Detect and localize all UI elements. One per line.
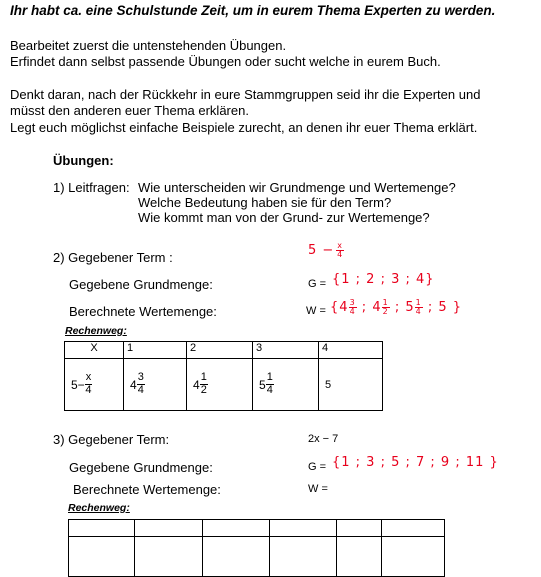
table-header-cell: 1 [124,342,187,359]
intro-line-5: Legt euch möglichst einfache Beispiele zurecht, an denen ihr euer Thema erklärt. [10,120,478,135]
table-header-cell: 3 [253,342,319,359]
table-header-cell [382,520,445,537]
table-header-cell [203,520,270,537]
intro-line-4: müsst den anderen euer Thema erklären. [10,103,249,118]
q2-term-value [308,242,344,258]
q2-werte-c-num: 1 [415,297,422,307]
table-cell [319,359,383,411]
table-header-cell [69,520,135,537]
intro-line-1: Bearbeitet zuerst die untenstehenden Übungen. [10,38,287,53]
table-cell [270,537,337,577]
cell-whole: 4 [130,377,137,392]
cell-fraction [266,372,274,396]
q2-value-table [64,341,383,411]
table-cell [69,537,135,577]
q2-werte-open: { [330,299,340,315]
table-cell [337,537,382,577]
q2-werte-c-whole: 5 [405,299,415,315]
table-cell [135,537,203,577]
table-row [65,359,383,411]
cell-num: x [85,371,92,384]
q2-grund-label: Gegebene Grundmenge: [69,277,213,292]
cell-fraction [137,372,145,396]
cell-den: 4 [85,384,92,396]
cell-den: 4 [266,384,273,396]
table-cell [124,359,187,411]
table-header-cell: 4 [319,342,383,359]
q2-grund-prefix: G = [308,278,327,290]
q2-werte-sep2: ; [389,299,406,315]
cell-whole: 5− [71,377,85,392]
q2-werte-prefix: W = [306,305,326,317]
q3-grund-value: {1 ; 3 ; 5 ; 7 ; 9 ; 11 } [332,455,499,470]
table-cell [203,537,270,577]
q2-werte-tail: ; 5 } [422,299,463,315]
q2-werte-a-den: 4 [349,306,356,316]
q3-grund-label: Gegebene Grundmenge: [69,460,213,475]
q2-term-fraction [336,242,344,258]
q2-werte-sep1: ; [356,299,373,315]
table-cell [253,359,319,411]
q2-werte-a-whole: 4 [339,299,349,315]
q2-werte-c-frac [415,299,423,315]
q3-term-label: 3) Gegebener Term: [53,432,170,447]
table-header-cell [337,520,382,537]
q1-prefix: 1) Leitfragen: [53,180,130,195]
q3-value-table [68,519,445,577]
worksheet-title: Ihr habt ca. eine Schulstunde Zeit, um in eurem Thema Experten zu werden. [10,3,496,18]
q1-line-3: Wie kommt man von der Grund- zur Wertemenge? [138,210,430,225]
q2-term-num: x [337,241,344,250]
q3-grund-prefix: G = [308,461,327,473]
intro-line-3: Denkt daran, nach der Rückkehr in eure Stammgruppen seid ihr die Experten und [10,87,481,102]
q2-term-whole: 5 − [308,242,335,258]
q2-term-den: 4 [337,249,344,259]
q2-werte-label: Berechnete Wertemenge: [69,304,217,319]
table-header-row [69,520,445,537]
cell-fraction [85,372,93,396]
q3-werte-prefix: W = [308,483,328,495]
q2-werte-value [330,296,462,318]
table-header-cell [270,520,337,537]
cell-num: 1 [266,371,273,384]
cell-whole: 5 [259,377,266,392]
q3-term-value: 2x − 7 [308,433,339,445]
table-header-cell: 2 [187,342,253,359]
q3-werte-label: Berechnete Wertemenge: [73,482,221,497]
q2-werte-b-whole: 4 [372,299,382,315]
cell-den: 4 [137,384,144,396]
q2-werte-b-num: 1 [382,297,389,307]
table-row [69,537,445,577]
cell-value: 5 [325,378,332,391]
cell-fraction [200,372,208,396]
table-header-cell [135,520,203,537]
q2-grund-value: {1 ; 2 ; 3 ; 4} [332,272,435,287]
cell-whole: 4 [193,377,200,392]
cell-num: 3 [137,371,144,384]
q2-werte-a-num: 3 [349,297,356,307]
q1-line-2: Welche Bedeutung haben sie für den Term? [138,195,392,210]
q2-werte-b-den: 2 [382,306,389,316]
q2-term-label: 2) Gegebener Term : [53,250,173,265]
intro-line-2: Erfindet dann selbst passende Übungen oder sucht welche in eurem Buch. [10,54,441,69]
table-cell [187,359,253,411]
q1-line-1: Wie unterscheiden wir Grundmenge und Wertemenge? [138,180,456,195]
table-cell [382,537,445,577]
table-header-row [65,342,383,359]
uebungen-heading: Übungen: [53,153,114,168]
q2-werte-c-den: 4 [415,306,422,316]
q2-werte-b-frac [382,299,390,315]
q2-rechenweg-label: Rechenweg: [65,325,127,337]
table-cell-term [65,359,124,411]
q2-werte-a-frac [349,299,357,315]
q3-rechenweg-label: Rechenweg: [68,502,130,514]
cell-num: 1 [200,371,207,384]
table-header-cell: X [65,342,124,359]
cell-den: 2 [200,384,207,396]
